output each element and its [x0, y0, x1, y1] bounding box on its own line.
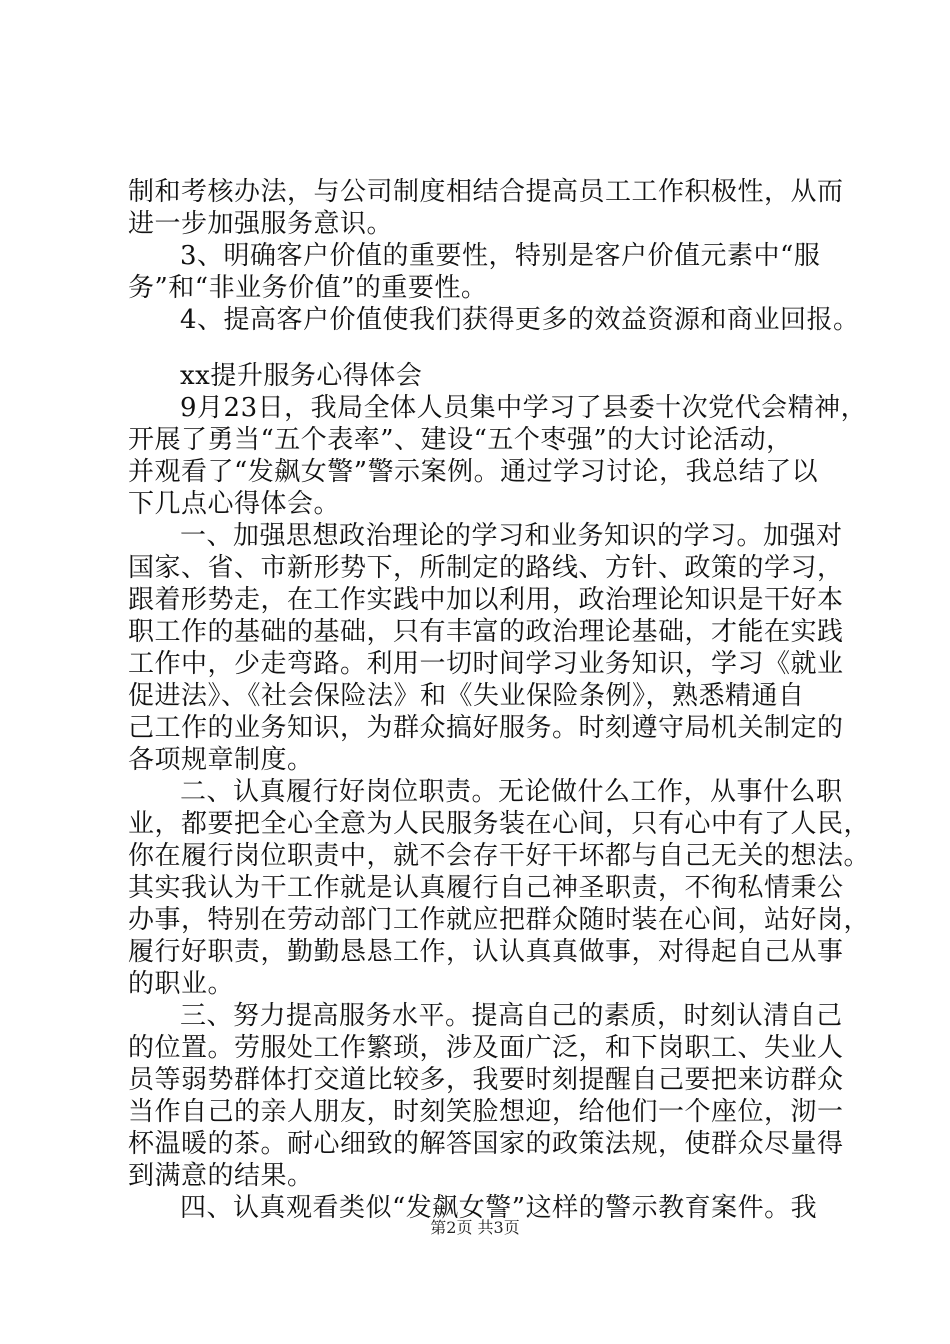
body-text-line: 下几点心得体会。 — [128, 489, 341, 519]
body-text-line: 国家、省、市新形势下，所制定的路线、方针、政策的学习， — [128, 553, 844, 583]
body-text-line: 9月23日，我局全体人员集中学习了县委十次党代会精神， — [180, 393, 868, 423]
body-text-line: 制和考核办法，与公司制度相结合提高员工工作积极性，从而 — [128, 177, 844, 207]
body-text-line: 你在履行岗位职责中，就不会存干好干坏都与自己无关的想法。 — [128, 841, 871, 871]
body-text-line: 务”和“非业务价值”的重要性。 — [128, 273, 488, 303]
body-text-line: 员等弱势群体打交道比较多，我要时刻提醒自己要把来访群众 — [128, 1065, 844, 1095]
body-text-line: 进一步加强服务意识。 — [128, 209, 394, 239]
body-text-line: 办事，特别在劳动部门工作就应把群众随时装在心间，站好岗， — [128, 905, 871, 935]
body-text-line: 开展了勇当“五个表率”、建设“五个枣强”的大讨论活动， — [128, 425, 793, 455]
body-text-line: 各项规章制度。 — [128, 745, 314, 775]
body-text-line: 3、明确客户价值的重要性，特别是客户价值元素中“服 — [180, 241, 821, 271]
body-text-line: 一、加强思想政治理论的学习和业务知识的学习。加强对 — [180, 521, 843, 551]
body-text-line: 的位置。劳服处工作繁琐，涉及面广泛，和下岗职工、失业人 — [128, 1033, 844, 1063]
page-footer: 第2页 共3页 — [430, 1218, 520, 1237]
section-title: xx提升服务心得体会 — [180, 361, 423, 391]
body-text-line: 4、提高客户价值使我们获得更多的效益资源和商业回报。 — [180, 305, 860, 335]
body-text-line: 三、努力提高服务水平。提高自己的素质，时刻认清自己 — [180, 1001, 843, 1031]
body-text-line: 到满意的结果。 — [128, 1161, 314, 1191]
body-text-line: 二、认真履行好岗位职责。无论做什么工作，从事什么职 — [180, 777, 843, 807]
body-text-line: 并观看了“发飙女警”警示案例。通过学习讨论，我总结了以 — [128, 457, 819, 487]
body-text-line: 促进法》、《社会保险法》和《失业保险条例》，熟悉精通自 — [128, 681, 805, 711]
body-text-line: 职工作的基础的基础，只有丰富的政治理论基础，才能在实践 — [128, 617, 844, 647]
body-text-line: 其实我认为干工作就是认真履行自己神圣职责，不徇私情秉公 — [128, 873, 844, 903]
body-text-line: 四、认真观看类似“发飙女警”这样的警示教育案件。我 — [180, 1193, 818, 1223]
body-text-line: 当作自己的亲人朋友，时刻笑脸想迎，给他们一个座位，沏一 — [128, 1097, 844, 1127]
body-text-line: 业，都要把全心全意为人民服务装在心间，只有心中有了人民， — [128, 809, 871, 839]
body-text-line: 跟着形势走，在工作实践中加以利用，政治理论知识是干好本 — [128, 585, 844, 615]
body-text-line: 履行好职责，勤勤恳恳工作，认认真真做事，对得起自己从事 — [128, 937, 844, 967]
body-text-line: 杯温暖的茶。耐心细致的解答国家的政策法规，使群众尽量得 — [128, 1129, 844, 1159]
body-text-line: 己工作的业务知识，为群众搞好服务。时刻遵守局机关制定的 — [128, 713, 844, 743]
body-text-line: 的职业。 — [128, 969, 235, 999]
body-text-line: 工作中，少走弯路。利用一切时间学习业务知识，学习《就业 — [128, 649, 844, 679]
